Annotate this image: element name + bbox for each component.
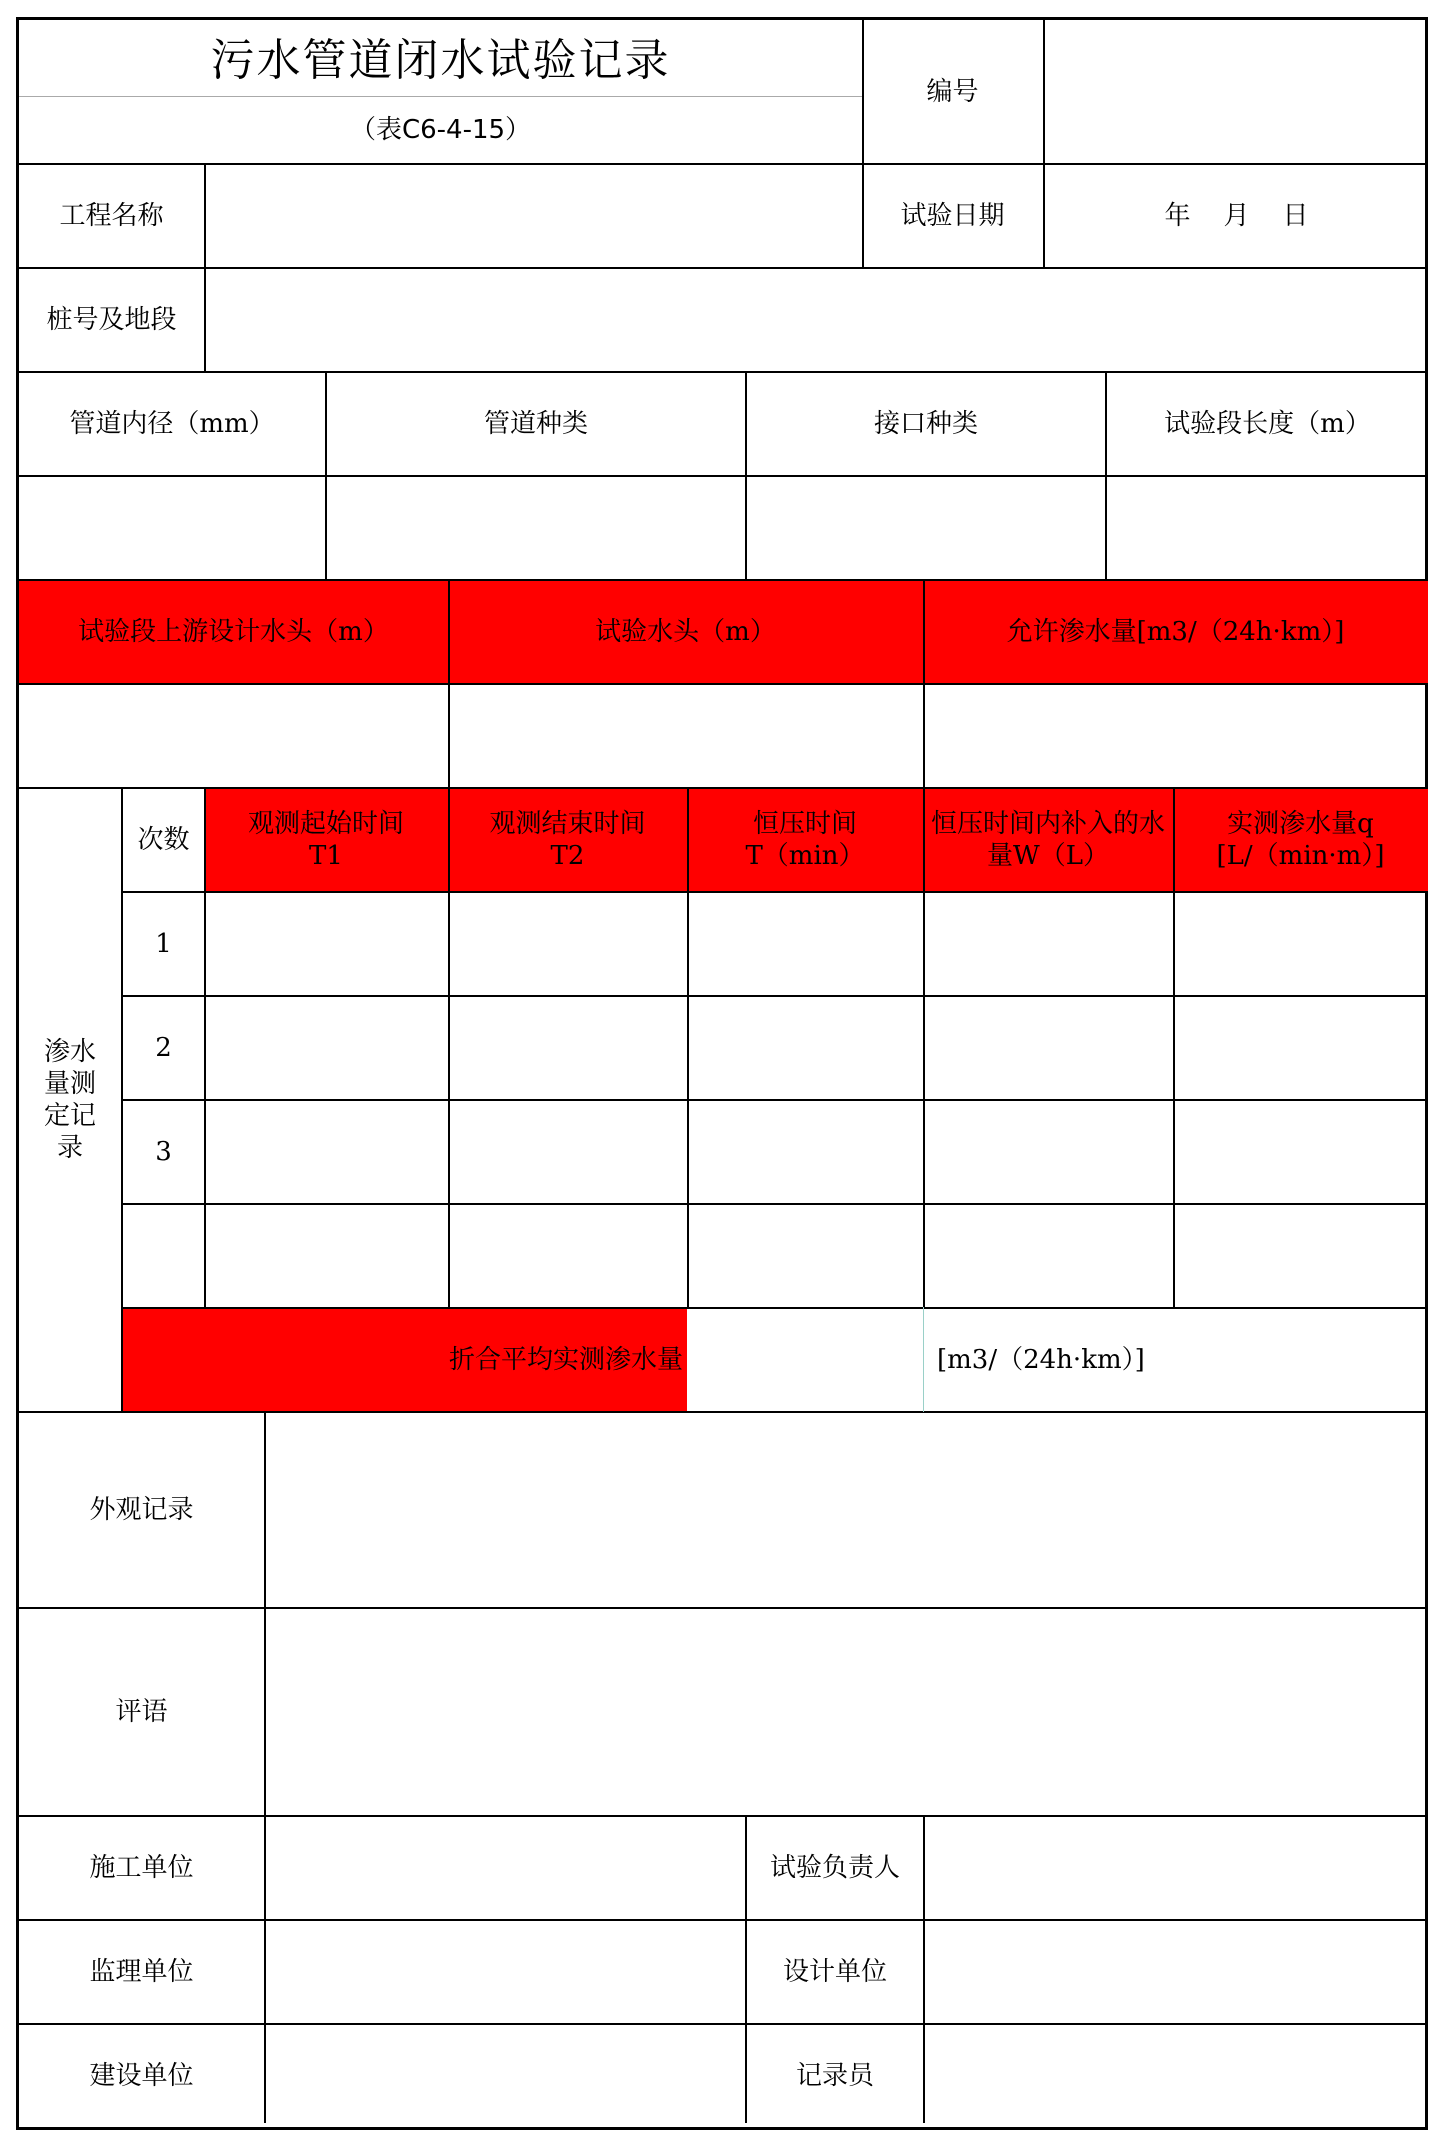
comment-label: 评语 <box>115 1697 168 1727</box>
seepage-section-text: 渗水量测定记录 <box>43 1037 96 1163</box>
row-number: 3 <box>155 1137 172 1167</box>
duration-cell[interactable] <box>689 1205 923 1307</box>
segment-length-field[interactable] <box>1107 477 1428 579</box>
average-seepage-unit: [m3/（24h·km）] <box>937 1345 1145 1375</box>
pipe-diameter-field[interactable] <box>19 477 325 579</box>
end-time-cell[interactable] <box>450 1101 687 1203</box>
pipe-diameter-label: 管道内径（mm） <box>69 409 275 439</box>
appearance-label: 外观记录 <box>89 1495 194 1525</box>
measured-seepage-header <box>1173 788 1428 891</box>
duration-label: 恒压时间 <box>752 808 857 839</box>
supervision-unit-label: 监理单位 <box>89 1957 194 1987</box>
count-header: 次数 <box>137 825 190 855</box>
end-time-cell[interactable] <box>450 1205 687 1307</box>
start-time-cell[interactable] <box>206 997 448 1099</box>
number-field[interactable] <box>1045 20 1428 163</box>
average-seepage-header <box>121 1308 687 1411</box>
duration-sub: T（min） <box>745 840 865 871</box>
end-time-cell[interactable] <box>450 893 687 995</box>
added-water-cell[interactable] <box>925 893 1173 995</box>
owner-unit-field[interactable] <box>266 2025 745 2127</box>
measured-seepage-label: 实测渗水量q <box>1227 808 1374 839</box>
added-water-cell[interactable] <box>925 1205 1173 1307</box>
supervision-unit-field[interactable] <box>266 1921 745 2023</box>
start-time-cell[interactable] <box>206 1205 448 1307</box>
row-number: 2 <box>155 1033 172 1063</box>
number-label: 编号 <box>926 76 979 107</box>
average-seepage-label: 折合平均实测渗水量 <box>448 1344 683 1375</box>
test-lead-label: 试验负责人 <box>769 1853 900 1883</box>
end-time-sub: T2 <box>550 840 585 871</box>
added-water-cell[interactable] <box>925 997 1173 1099</box>
test-head-header <box>448 580 923 683</box>
construction-unit-label: 施工单位 <box>89 1853 194 1883</box>
test-record-form <box>16 17 1428 2130</box>
project-name-field[interactable] <box>206 165 862 267</box>
start-time-header <box>204 788 448 891</box>
station-field[interactable] <box>206 269 1428 371</box>
end-time-cell[interactable] <box>450 997 687 1099</box>
design-unit-label: 设计单位 <box>782 1957 887 1987</box>
test-head-label: 试验水头（m） <box>595 616 776 647</box>
measured-seepage-sub: [L/（min·m）] <box>1216 840 1385 871</box>
design-head-field[interactable] <box>19 685 448 787</box>
test-date-field[interactable]: 年 月 日 <box>1164 201 1309 231</box>
measured-seepage-cell[interactable] <box>1175 893 1428 995</box>
form-title: 污水管道闭水试验记录 <box>210 35 671 86</box>
average-seepage-field[interactable] <box>689 1309 923 1411</box>
added-water-cell[interactable] <box>925 1101 1173 1203</box>
comment-field[interactable] <box>266 1609 1428 1815</box>
end-time-label: 观测结束时间 <box>489 808 646 839</box>
end-time-header <box>448 788 687 891</box>
duration-cell[interactable] <box>689 1101 923 1203</box>
pipe-type-field[interactable] <box>327 477 745 579</box>
test-date-label: 试验日期 <box>900 201 1005 231</box>
allowed-seepage-header <box>923 580 1428 683</box>
joint-type-label: 接口种类 <box>873 409 978 439</box>
added-water-label: 恒压时间内补入的水 <box>930 808 1165 839</box>
form-subtitle: （表C6-4-15） <box>349 115 532 145</box>
start-time-label: 观测起始时间 <box>247 808 404 839</box>
added-water-sub: 量W（L） <box>987 840 1109 871</box>
seepage-section-label <box>19 789 121 1411</box>
duration-cell[interactable] <box>689 893 923 995</box>
design-head-header <box>19 580 448 683</box>
station-label: 桩号及地段 <box>46 305 177 335</box>
construction-unit-field[interactable] <box>266 1817 745 1919</box>
duration-cell[interactable] <box>689 997 923 1099</box>
duration-header <box>687 788 923 891</box>
measured-seepage-cell[interactable] <box>1175 1101 1428 1203</box>
test-head-field[interactable] <box>450 685 923 787</box>
measured-seepage-cell[interactable] <box>1175 997 1428 1099</box>
joint-type-field[interactable] <box>747 477 1105 579</box>
row-number: 1 <box>155 929 172 959</box>
measured-seepage-cell[interactable] <box>1175 1205 1428 1307</box>
start-time-cell[interactable] <box>206 893 448 995</box>
allowed-seepage-label: 允许渗水量[m3/（24h·km）] <box>1006 616 1345 647</box>
design-head-label: 试验段上游设计水头（m） <box>78 616 389 647</box>
test-lead-field[interactable] <box>925 1817 1428 1919</box>
allowed-seepage-field[interactable] <box>925 685 1428 787</box>
owner-unit-label: 建设单位 <box>89 2061 194 2091</box>
segment-length-label: 试验段长度（m） <box>1164 409 1371 439</box>
recorder-label: 记录员 <box>795 2061 874 2091</box>
start-time-sub: T1 <box>309 840 343 871</box>
design-unit-field[interactable] <box>925 1921 1428 2023</box>
recorder-field[interactable] <box>925 2025 1428 2127</box>
appearance-field[interactable] <box>266 1413 1428 1607</box>
pipe-type-label: 管道种类 <box>483 409 588 439</box>
row-number <box>123 1205 204 1307</box>
start-time-cell[interactable] <box>206 1101 448 1203</box>
added-water-header <box>923 788 1173 891</box>
project-name-label: 工程名称 <box>59 201 164 231</box>
